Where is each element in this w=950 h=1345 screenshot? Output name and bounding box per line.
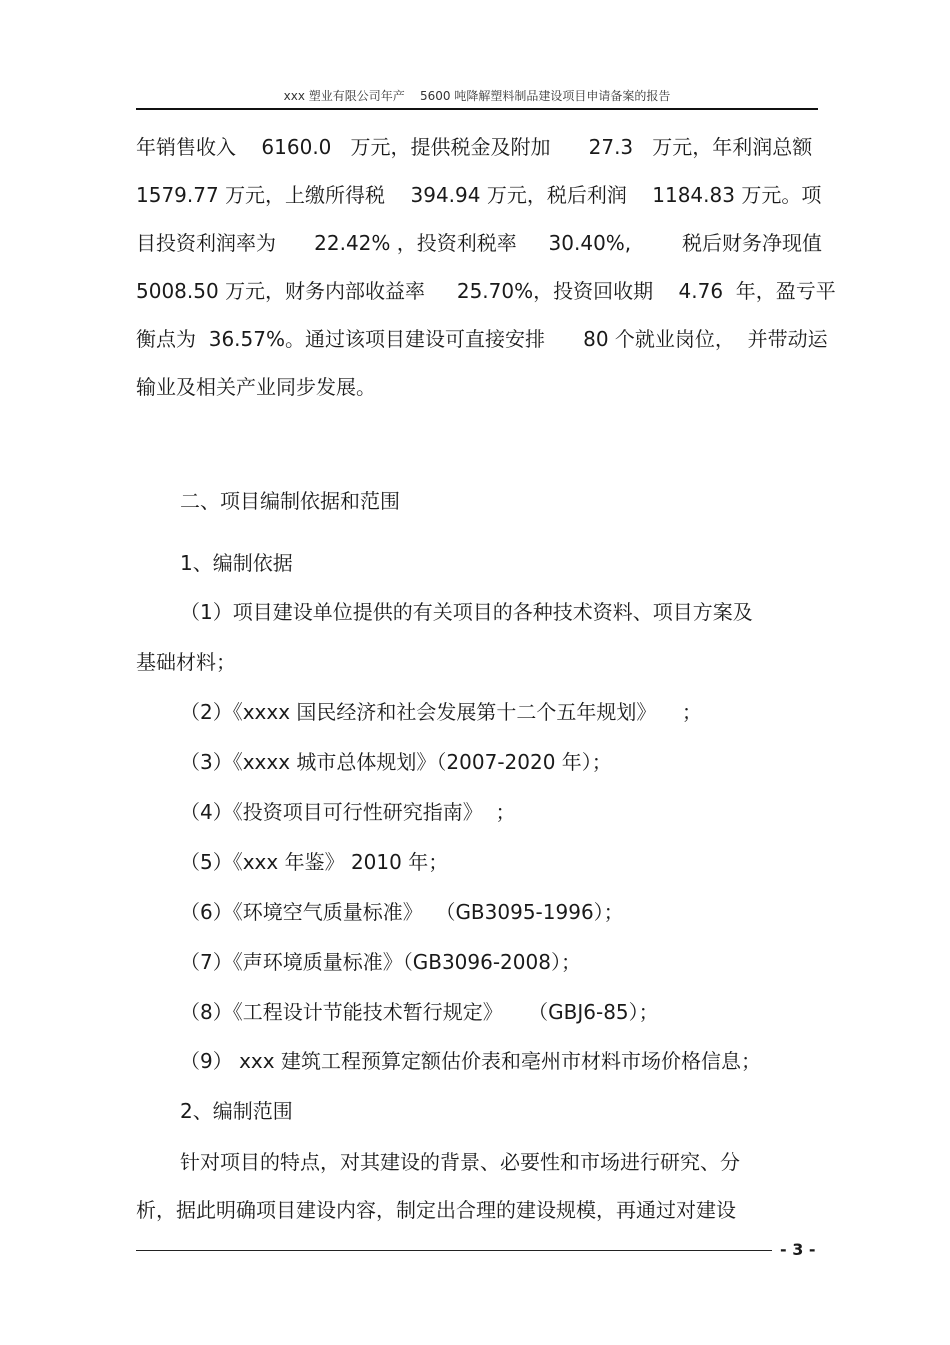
page-header [136,84,818,110]
intro-line: 输业及相关产业同步发展。 [136,375,376,399]
scope-line: 析，据此明确项目建设内容，制定出合理的建设规模，再通过对建设 [136,1198,736,1222]
basis-item: （1）项目建设单位提供的有关项目的各种技术资料、项目方案及 [180,600,753,624]
scope-line: 针对项目的特点，对其建设的背景、必要性和市场进行研究、分 [180,1150,740,1174]
basis-item-continuation: 基础材料； [136,650,236,674]
intro-line: 1579.77 万元，上缴所得税 394.94 万元，税后利润 1184.83 万元。项 [136,183,822,207]
section-heading: 二、项目编制依据和范围 [180,489,400,513]
intro-line: 衡点为 36.57%。通过该项目建设可直接安排 80 个就业岗位， 并带动运 [136,327,828,351]
header-title: xxx 塑业有限公司年产 5600 吨降解塑料制品建设项目申请备案的报告 [283,89,671,103]
basis-item: （9） xxx 建筑工程预算定额估价表和亳州市材料市场价格信息； [180,1049,761,1073]
intro-line: 5008.50 万元，财务内部收益率 25.70%，投资回收期 4.76 年，盈亏平 [136,279,836,303]
basis-item: （7）《声环境质量标准》（GB3096-2008）； [180,950,581,974]
subsection-heading-basis: 1、编制依据 [180,551,293,575]
basis-item: （8）《工程设计节能技术暂行规定》 （GBJ6-85）； [180,1000,659,1024]
basis-item: （3）《xxxx 城市总体规划》（2007-2020 年）； [180,750,612,774]
footer-rule [136,1250,772,1251]
intro-line: 年销售收入 6160.0 万元，提供税金及附加 27.3 万元，年利润总额 [136,135,813,159]
basis-item: （5）《xxx 年鉴》 2010 年； [180,850,449,874]
subsection-heading-scope: 2、编制范围 [180,1099,293,1123]
page-number: - 3 - [780,1240,816,1259]
intro-line: 目投资利润率为 22.42% ，投资利税率 30.40%, 税后财务净现值 [136,231,823,255]
basis-item: （2）《xxxx 国民经济和社会发展第十二个五年规划》 ； [180,700,702,724]
basis-item: （4）《投资项目可行性研究指南》 ； [180,800,516,824]
basis-item: （6）《环境空气质量标准》 （GB3095-1996）； [180,900,624,924]
